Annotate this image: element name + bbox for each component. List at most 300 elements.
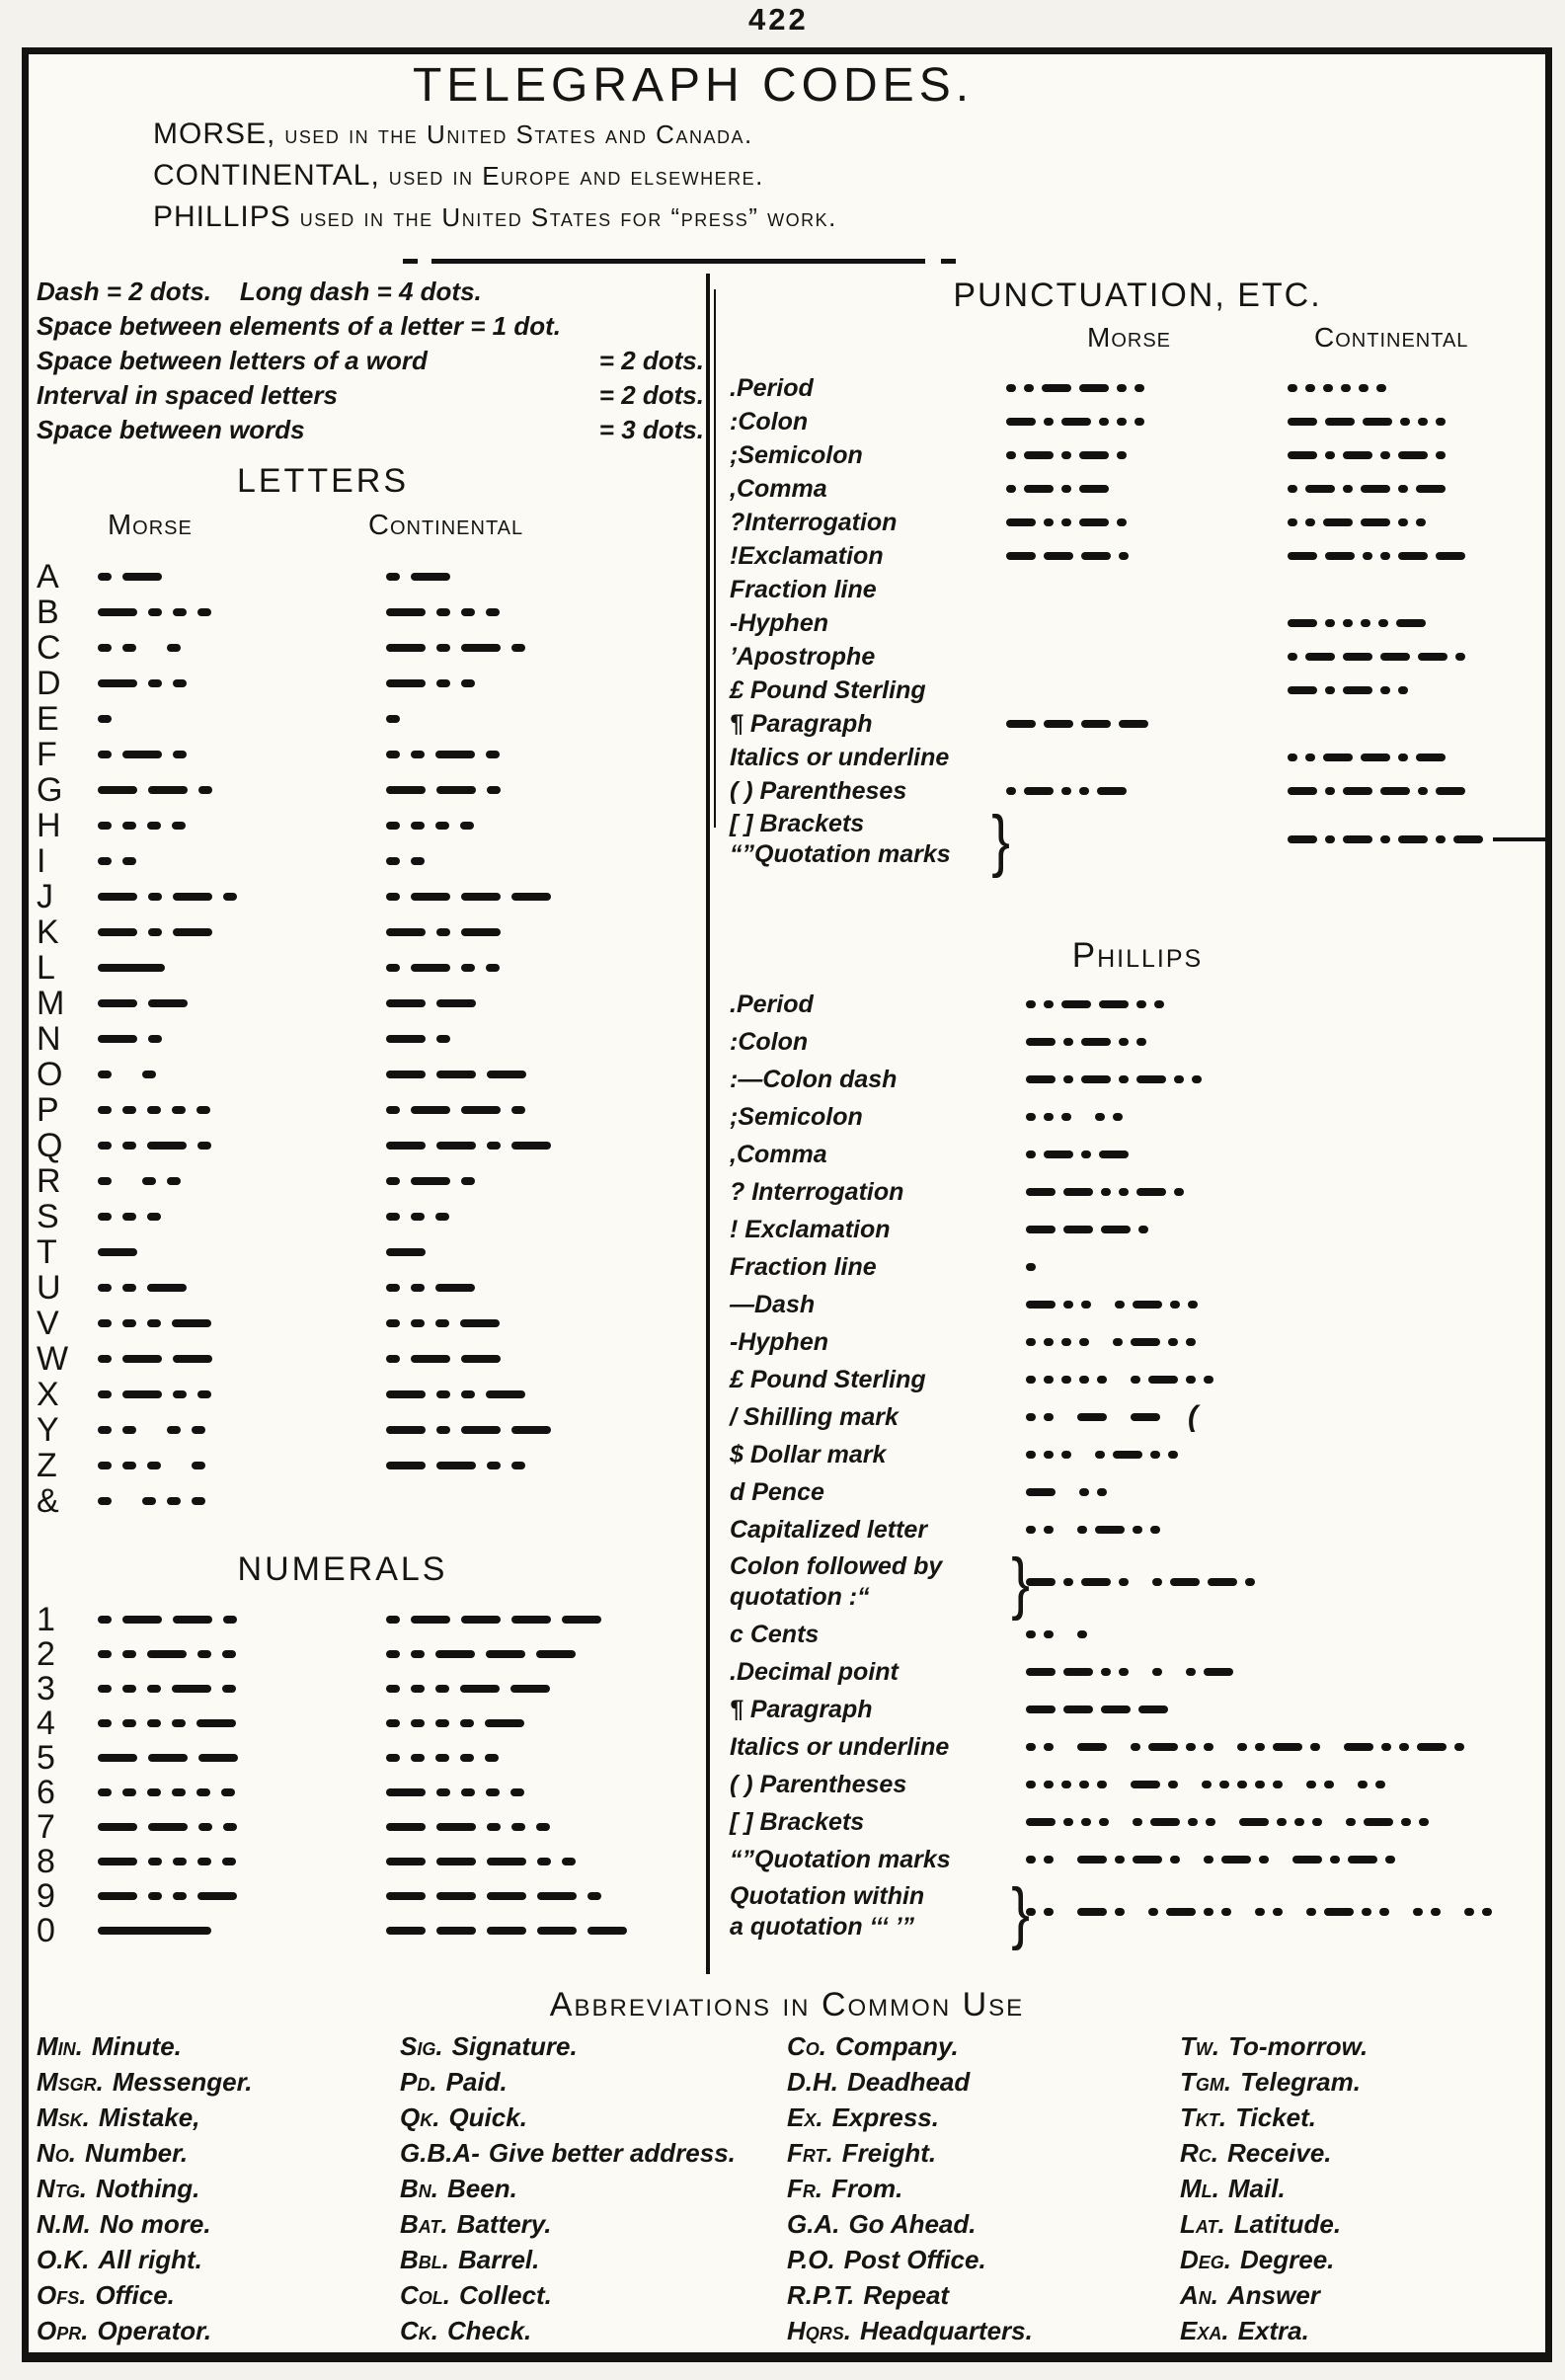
letter-label: F [37,736,57,773]
dash-mark [1343,653,1372,661]
phillips-label: c Cents [730,1620,820,1648]
dash-mark [1063,1226,1093,1233]
dash-mark [1436,787,1465,795]
dot-mark [1186,1668,1196,1676]
abbreviation-item [1180,2031,1541,2067]
abbreviation-item [37,2245,400,2280]
continental-code [386,843,704,879]
dot-mark [1136,1000,1146,1008]
dash-mark [1024,787,1054,795]
subtitle-line [153,200,837,242]
numeral-row [37,1740,704,1775]
abbreviation: Opr. [37,2316,89,2345]
dot-mark [1288,653,1297,661]
dash-mark [1081,1578,1111,1586]
dash-mark [1380,653,1410,661]
dot-mark [1288,485,1297,493]
dot-mark [122,1284,136,1292]
morse-code [98,1021,386,1057]
timing-rule-line [37,277,704,311]
punctuation-row [730,800,1545,879]
dash-mark [1131,1781,1160,1788]
dot-mark [1079,1376,1089,1384]
dash-mark [1026,1226,1056,1233]
continental-code [386,950,704,986]
dot-mark [98,1650,112,1658]
letter-label: M [37,985,65,1022]
dot-mark [142,1177,156,1185]
dot-mark [223,1823,237,1831]
abbreviation-meaning: Office. [95,2280,175,2310]
continental-code [386,1740,704,1775]
morse-code [98,1913,386,1947]
dot-mark [1063,1578,1073,1586]
page-frame [22,47,1552,2362]
numeral-row [37,1878,704,1913]
dash-mark [386,999,426,1007]
abbreviation-meaning: Extra. [1237,2316,1309,2345]
dot-mark [1026,1413,1036,1421]
dot-mark [1188,1301,1198,1309]
dot-mark [1310,1743,1320,1751]
dash-mark [411,1355,450,1363]
dash-mark [1077,1908,1107,1916]
dash-mark [1363,418,1392,426]
numerals-section-title: NUMERALS [237,1550,448,1588]
dash-mark [122,1355,162,1363]
dash-mark [1208,1578,1237,1586]
dot-mark [1413,1908,1423,1916]
punctuation-row [730,506,1545,539]
letter-row [37,1057,704,1092]
dot-mark [386,1106,400,1114]
dash-mark [1081,1038,1111,1046]
dot-mark [1044,1451,1054,1459]
timing-rule-line [37,415,704,449]
dash-mark [1343,686,1372,694]
abbreviation-meaning: From. [831,2174,903,2203]
dot-mark [511,644,525,652]
dot-mark [222,1650,236,1658]
punctuation-label: ¶ Paragraph [730,709,873,738]
dash-mark [587,1927,627,1935]
dot-mark [1376,384,1386,392]
dot-mark [411,1719,425,1727]
phillips-row [730,1728,1545,1766]
numeral-label: 2 [37,1634,55,1673]
continental-code [386,1775,704,1809]
dot-mark [1436,835,1446,843]
phillips-code [1026,1023,1545,1061]
abbreviations-column [1180,2031,1541,2351]
dash-mark [1081,552,1111,560]
shilling-stroke-glyph: ( [1188,1400,1198,1433]
dash-mark [1079,518,1109,526]
abbreviation: R.P.T. [787,2280,855,2310]
extra-long-dash-mark [98,1927,211,1935]
dash-mark [1061,1000,1091,1008]
dot-mark [1419,1818,1429,1826]
letter-row [37,1128,704,1163]
timing-rule-line [37,311,704,346]
dot-mark [487,1462,501,1469]
phillips-row [730,1323,1545,1361]
dash-mark [511,893,551,901]
dash-mark [537,1892,577,1900]
dash-mark [1348,1856,1377,1864]
dash-mark [411,1616,450,1624]
morse-code [98,1270,386,1306]
dot-mark [1095,1113,1105,1121]
punctuation-row [730,707,1545,741]
dot-mark [147,1788,161,1796]
dot-mark [1044,1338,1054,1346]
dot-mark [461,1177,475,1185]
phillips-label-line: Quotation within [730,1882,925,1910]
abbreviation-meaning: Check. [447,2316,532,2345]
letter-label: L [37,949,55,987]
dash-mark [1099,1000,1129,1008]
continental-code [386,630,704,666]
letter-label: P [37,1091,59,1129]
dash-mark [386,786,426,794]
dot-mark [1378,619,1388,627]
dot-mark [98,1319,112,1327]
dash-mark [461,928,501,936]
punctuation-label: :Colon [730,407,809,436]
morse-code [98,1199,386,1234]
dot-mark [1061,787,1071,795]
dot-mark [411,1284,425,1292]
phillips-row [730,1841,1545,1878]
intra-letter-space [1099,1305,1107,1306]
dot-mark [1117,451,1127,459]
dash-mark [386,1071,426,1078]
timing-rule-line [37,346,704,380]
letter-row [37,1448,704,1483]
intra-letter-space [1061,1530,1069,1531]
punctuation-rows [730,371,1545,879]
dash-mark [98,679,137,687]
numerals-rows [37,1602,704,1947]
phillips-label: ¶ Paragraph [730,1695,873,1723]
right-column [730,277,1545,2017]
morse-code [1006,472,1288,506]
dot-mark [1192,1075,1202,1083]
dash-mark [1133,1301,1162,1309]
dot-mark [1006,451,1016,459]
numeral-label: 8 [37,1842,55,1880]
dot-mark [1294,1818,1304,1826]
dash-mark [1398,835,1428,843]
dot-mark [1026,1451,1036,1459]
dot-mark [1255,1908,1265,1916]
dash-mark [1026,1188,1056,1196]
dash-mark [436,1927,476,1935]
morse-code [98,772,386,808]
dot-mark [1101,1668,1111,1676]
dot-mark [1323,384,1333,392]
intra-letter-space [1061,1634,1069,1635]
dot-mark [1436,418,1446,426]
dot-mark [1115,1908,1125,1916]
dot-mark [436,608,450,616]
dot-mark [147,1213,161,1221]
dash-mark [411,1106,450,1114]
dot-mark [197,1142,211,1150]
dot-mark [486,608,500,616]
dash-mark [386,1142,426,1150]
dash-mark [460,1685,500,1693]
dash-mark [485,1719,524,1727]
dot-mark [1131,1743,1140,1751]
continental-code [1288,371,1545,405]
letter-row [37,1306,704,1341]
dot-mark [1077,1526,1087,1534]
abbreviation-item [37,2102,400,2138]
letter-row [37,595,704,630]
abbreviation-item [37,2209,400,2245]
dot-mark [1416,518,1426,526]
letter-label: T [37,1233,57,1271]
dot-mark [1063,1075,1073,1083]
dash-mark [122,1390,162,1398]
letter-label: Y [37,1411,59,1449]
phillips-code [1026,986,1545,1023]
intra-letter-space [147,1430,156,1431]
brace-glyph: } [1011,1872,1030,1951]
dash-mark [435,1650,475,1658]
dot-mark [1026,1743,1036,1751]
dot-mark [1288,384,1297,392]
abbreviation-item [787,2209,1180,2245]
dash-mark [411,573,450,581]
dash-mark [1063,1706,1093,1713]
morse-code [98,1636,386,1671]
morse-code [1006,573,1288,606]
abbreviation-meaning: Paid. [445,2067,508,2097]
dash-mark [386,1892,426,1900]
dot-mark [1081,1301,1091,1309]
punctuation-row [730,472,1545,506]
abbreviation-item [787,2245,1180,2280]
abbreviation-item [37,2031,400,2067]
continental-code [386,1809,704,1844]
dot-mark [1237,1781,1247,1788]
letter-label: G [37,771,63,809]
letter-label: I [37,842,46,880]
dot-mark [1398,485,1408,493]
dot-mark [386,857,400,865]
intra-letter-space [1188,1860,1196,1861]
morse-code [98,1306,386,1341]
brace-glyph: } [991,800,1010,879]
continental-code [1288,506,1545,539]
intra-letter-space [122,1074,131,1075]
dash-mark [461,893,501,901]
abbreviation-meaning: Give better address. [488,2138,736,2168]
code-usage: used in Europe and elsewhere. [388,161,764,191]
phillips-label: “”Quotation marks [730,1845,951,1873]
morse-code [98,1057,386,1092]
intra-letter-space [147,648,156,649]
letter-label: X [37,1376,59,1413]
intra-letter-space [1221,1747,1229,1748]
abbreviation: Qk. [400,2102,440,2132]
dot-mark [142,1071,156,1078]
dot-mark [1418,787,1428,795]
dot-mark [167,1177,181,1185]
phillips-label: $ Dollar mark [730,1440,887,1468]
dot-mark [98,1142,112,1150]
intra-letter-space [1136,1582,1144,1583]
dot-mark [167,644,181,652]
dot-mark [1044,418,1054,426]
dash-mark [1006,418,1036,426]
dot-mark [1044,518,1054,526]
continental-code [1288,539,1545,573]
dot-mark [1436,451,1446,459]
dash-mark [386,1035,426,1043]
phillips-row [730,1136,1545,1173]
dot-mark [436,1390,450,1398]
dot-mark [1381,1743,1391,1751]
dash-mark [436,1892,476,1900]
dot-mark [1079,1338,1089,1346]
dot-mark [386,964,400,972]
dot-mark [1079,787,1089,795]
dot-mark [1119,1075,1129,1083]
dot-mark [222,1858,236,1865]
dash-mark [1417,1743,1447,1751]
dot-mark [461,608,475,616]
abbreviation-meaning: Quick. [448,2102,527,2132]
abbreviation: Tw. [1180,2031,1220,2061]
dot-mark [148,608,162,616]
dot-mark [1097,1781,1107,1788]
rule-value: = 2 dots. [598,380,704,410]
dot-mark [1061,1376,1071,1384]
letter-label: N [37,1020,61,1058]
intra-letter-space [1291,1912,1298,1913]
abbreviation-item [400,2316,787,2351]
dot-mark [1204,1856,1213,1864]
phillips-row [730,1211,1545,1248]
morse-code [98,1092,386,1128]
morse-code [98,1448,386,1483]
intra-letter-space [1170,1672,1178,1673]
dash-mark [148,999,188,1007]
dash-mark [1150,1818,1180,1826]
continental-code [1288,741,1545,774]
morse-code [98,1234,386,1270]
continental-code [386,1706,704,1740]
dot-mark [1343,485,1353,493]
dash-mark [147,1142,187,1150]
long-dash-mark [98,964,165,972]
dot-mark [147,1685,161,1693]
dash-mark [98,1823,137,1831]
continental-code [386,1199,704,1234]
dot-mark [1206,1818,1215,1826]
punctuation-label-line: “”Quotation marks [730,840,951,868]
dot-mark [1204,1908,1213,1916]
column-divider-rule [706,274,710,1974]
phillips-label: —Dash [730,1290,816,1318]
phillips-rows [730,986,1545,1951]
abbreviation-item [37,2138,400,2174]
dash-mark [1221,1856,1251,1864]
dash-mark [386,1462,426,1469]
dash-mark [1323,754,1353,761]
morse-code [98,1775,386,1809]
phillips-row [730,1543,1545,1622]
abbreviation-meaning: Receive. [1227,2138,1332,2168]
abbreviation-item [1180,2209,1541,2245]
dash-mark [1044,1150,1073,1158]
dot-mark [411,1754,425,1762]
dash-mark [173,1355,212,1363]
dot-mark [192,1497,205,1505]
abbreviation-meaning: Ticket. [1235,2102,1317,2132]
dash-mark [435,1284,475,1292]
letter-row [37,914,704,950]
punctuation-label: Fraction line [730,575,877,603]
dot-mark [435,1213,449,1221]
letter-label: E [37,700,59,738]
phillips-code [1026,1361,1545,1398]
dot-mark [386,1319,400,1327]
dash-mark [1026,1488,1056,1496]
dot-mark [436,928,450,936]
dash-mark [386,928,426,936]
dot-mark [1401,1818,1411,1826]
dot-mark [223,1616,237,1624]
dash-mark [511,1142,551,1150]
letter-label: B [37,594,59,631]
dash-mark [411,893,450,901]
dot-mark [1044,1113,1054,1121]
dot-mark [173,751,187,758]
phillips-label: ? Interrogation [730,1177,904,1206]
morse-code [1006,808,1288,871]
continental-code [386,1270,704,1306]
rule-text: Space between letters of a word [37,346,428,375]
dash-mark [487,1892,526,1900]
abbreviation: Ck. [400,2316,438,2345]
dot-mark [1170,1301,1180,1309]
abbreviation-item [787,2280,1180,2316]
phillips-row [730,1803,1545,1841]
phillips-code [1026,1098,1545,1136]
morse-code [1006,674,1288,707]
abbreviation: Min. [37,2031,83,2061]
dot-mark [1044,1743,1054,1751]
phillips-row [730,1061,1545,1098]
dot-mark [1026,1000,1036,1008]
dot-mark [98,1462,112,1469]
morse-code [1006,774,1288,808]
dot-mark [1380,835,1390,843]
phillips-code [1026,1248,1545,1286]
column-divider-rule-inner [714,289,716,828]
dot-mark [1398,518,1408,526]
morse-code [98,1412,386,1448]
dash-mark [1079,485,1109,493]
abbreviation-meaning: Nothing. [96,2174,200,2203]
dot-mark [436,1035,450,1043]
dot-mark [1174,1188,1184,1196]
